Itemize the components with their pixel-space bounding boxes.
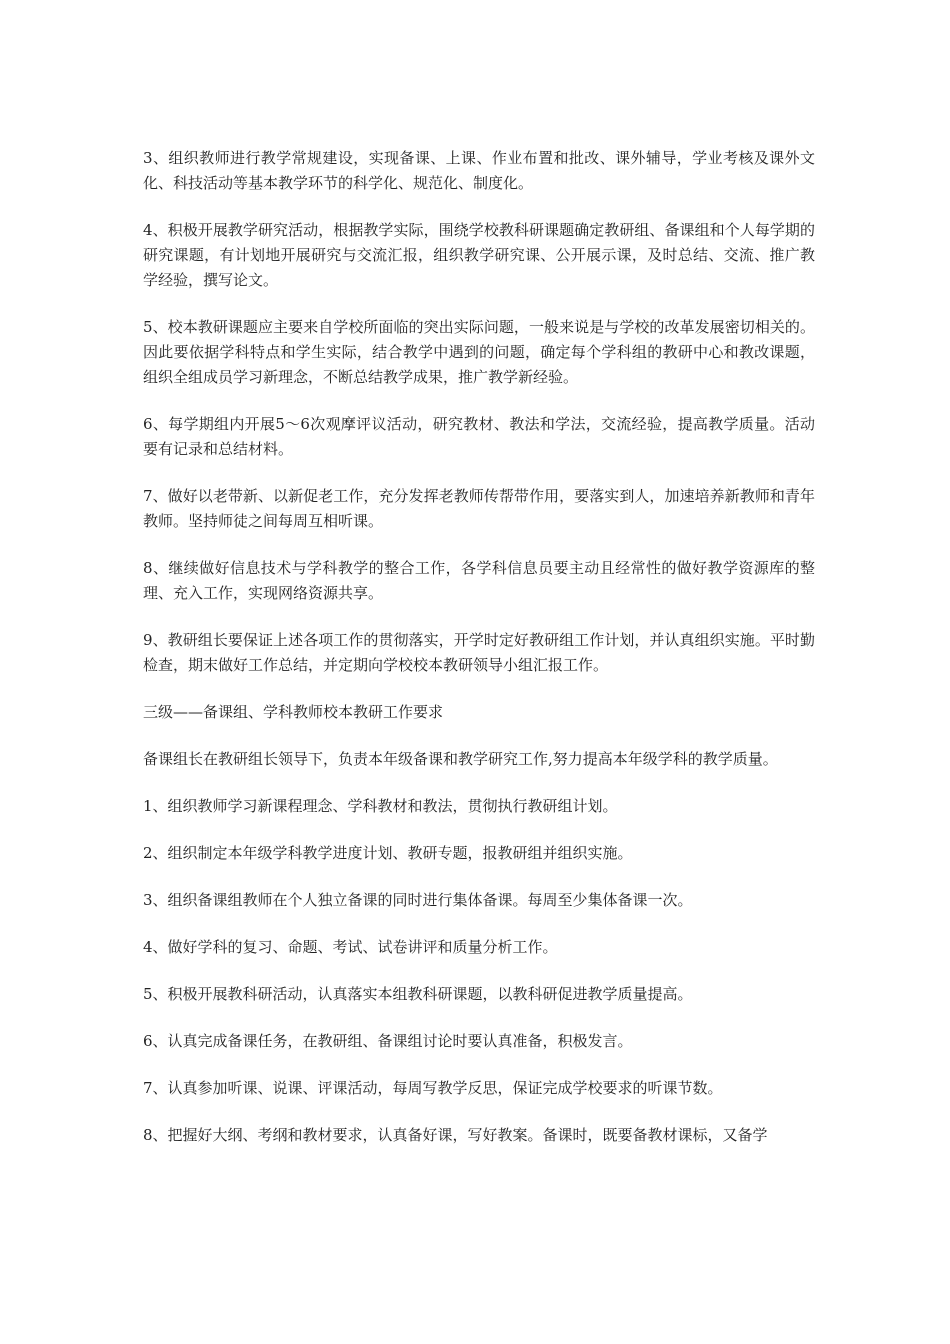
requirement-item-7: 7、认真参加听课、说课、评课活动，每周写教学反思，保证完成学校要求的听课节数。 [143, 1079, 723, 1097]
requirement-item-2: 2、组织制定本年级学科教学进度计划、教研专题，报教研组并组织实施。 [143, 844, 633, 862]
requirement-item-1: 1、组织教师学习新课程理念、学科教材和教法，贯彻执行教研组计划。 [143, 797, 618, 815]
requirement-item-5: 5、积极开展教科研活动，认真落实本组教科研课题，以教科研促进教学质量提高。 [143, 985, 693, 1003]
paragraph-item-3: 3、组织教师进行教学常规建设，实现备课、上课、作业布置和批改、课外辅导，学业考核及课外文化、科技活动等基本教学环节的科学化、规范化、制度化。 [143, 149, 815, 192]
paragraph-item-6: 6、每学期组内开展5～6次观摩评议活动，研究教材、教法和学法，交流经验，提高教学质量。活动要有记录和总结材料。 [143, 415, 815, 458]
paragraph-item-9: 9、教研组长要保证上述各项工作的贯彻落实，开学时定好教研组工作计划，并认真组织实施。平时勤检查，期末做好工作总结，并定期向学校校本教研领导小组汇报工作。 [143, 631, 815, 674]
paragraph-item-4: 4、积极开展教学研究活动，根据教学实际，围绕学校教科研课题确定教研组、备课组和个人每学期的研究课题，有计划地开展研究与交流汇报，组织教学研究课、公开展示课，及时总结、交流、推广教学经验，撰写论文。 [143, 221, 815, 289]
section-intro: 备课组长在教研组长领导下，负责本年级备课和教学研究工作,努力提高本年级学科的教学质量。 [143, 750, 778, 768]
section-heading: 三级——备课组、学科教师校本教研工作要求 [143, 703, 444, 721]
paragraph-item-5: 5、校本教研课题应主要来自学校所面临的突出实际问题，一般来说是与学校的改革发展密切相关的。因此要依据学科特点和学生实际，结合教学中遇到的问题，确定每个学科组的教研中心和教改课题，组织全组成员学习新理念，不断总结教学成果，推广教学新经验。 [143, 318, 815, 386]
requirement-item-8: 8、把握好大纲、考纲和教材要求，认真备好课，写好教案。备课时，既要备教材课标，又备学 [143, 1126, 768, 1144]
requirement-item-6: 6、认真完成备课任务，在教研组、备课组讨论时要认真准备，积极发言。 [143, 1032, 633, 1050]
document-body [143, 146, 815, 1170]
requirement-item-3: 3、组织备课组教师在个人独立备课的同时进行集体备课。每周至少集体备课一次。 [143, 891, 693, 909]
paragraph-item-7: 7、做好以老带新、以新促老工作，充分发挥老教师传帮带作用，要落实到人，加速培养新教师和青年教师。坚持师徒之间每周互相听课。 [143, 487, 815, 530]
paragraph-item-8: 8、继续做好信息技术与学科教学的整合工作，各学科信息员要主动且经常性的做好教学资源库的整理、充入工作，实现网络资源共享。 [143, 559, 815, 602]
requirement-item-4: 4、做好学科的复习、命题、考试、试卷讲评和质量分析工作。 [143, 938, 558, 956]
